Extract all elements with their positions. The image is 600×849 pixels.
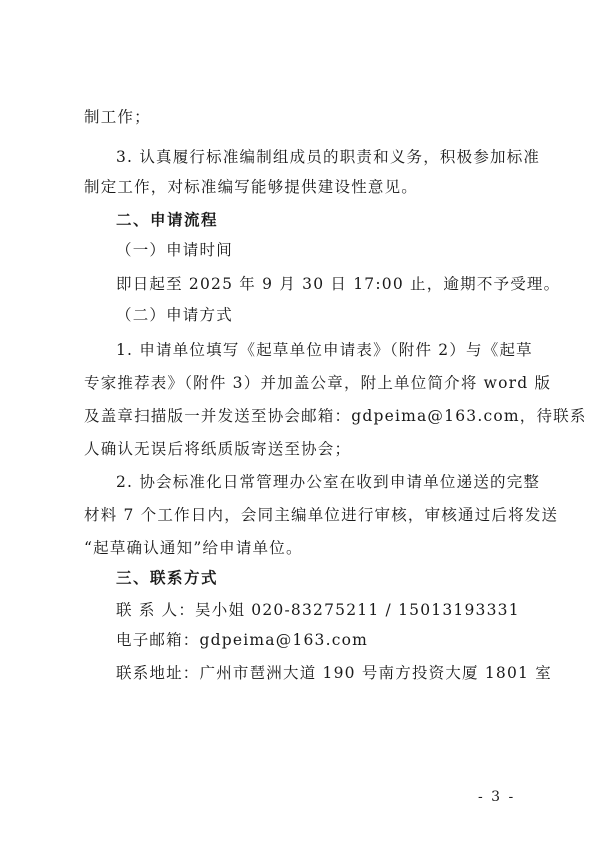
paragraph-line: “起草确认通知”给申请单位。: [84, 539, 303, 557]
subsection-heading: （二）申请方式: [116, 306, 233, 324]
paragraph-line: 即日起至 2025 年 9 月 30 日 17:00 止，逾期不予受理。: [116, 275, 561, 293]
paragraph-line: 制定工作，对标准编写能够提供建设性意见。: [84, 178, 419, 196]
paragraph-line: 3. 认真履行标准编制组成员的职责和义务，积极参加标准: [116, 148, 541, 166]
paragraph-line: 制工作；: [84, 108, 151, 126]
section-heading: 二、申请流程: [116, 211, 219, 229]
contact-address: 联系地址：广州市琶洲大道 190 号南方投资大厦 1801 室: [116, 664, 552, 682]
paragraph-line: 材料 7 个工作日内，会同主编单位进行审核，审核通过后将发送: [84, 506, 559, 524]
contact-person: 联 系 人：吴小姐 020-83275211 / 15013193331: [116, 601, 520, 619]
section-heading: 三、联系方式: [116, 569, 219, 587]
paragraph-line: 及盖章扫描版一并发送至协会邮箱：gdpeima@163.com，待联系: [84, 407, 587, 425]
paragraph-line: 人确认无误后将纸质版寄送至协会；: [84, 440, 352, 458]
paragraph-line: 1. 申请单位填写《起草单位申请表》（附件 2）与《起草: [116, 341, 533, 359]
paragraph-line: 专家推荐表》（附件 3）并加盖公章，附上单位简介将 word 版: [84, 374, 552, 392]
paragraph-line: 2. 协会标准化日常管理办公室在收到申请单位递送的完整: [116, 473, 541, 491]
page-number: - 3 -: [478, 789, 516, 805]
contact-email: 电子邮箱：gdpeima@163.com: [116, 631, 369, 649]
subsection-heading: （一）申请时间: [116, 241, 233, 259]
